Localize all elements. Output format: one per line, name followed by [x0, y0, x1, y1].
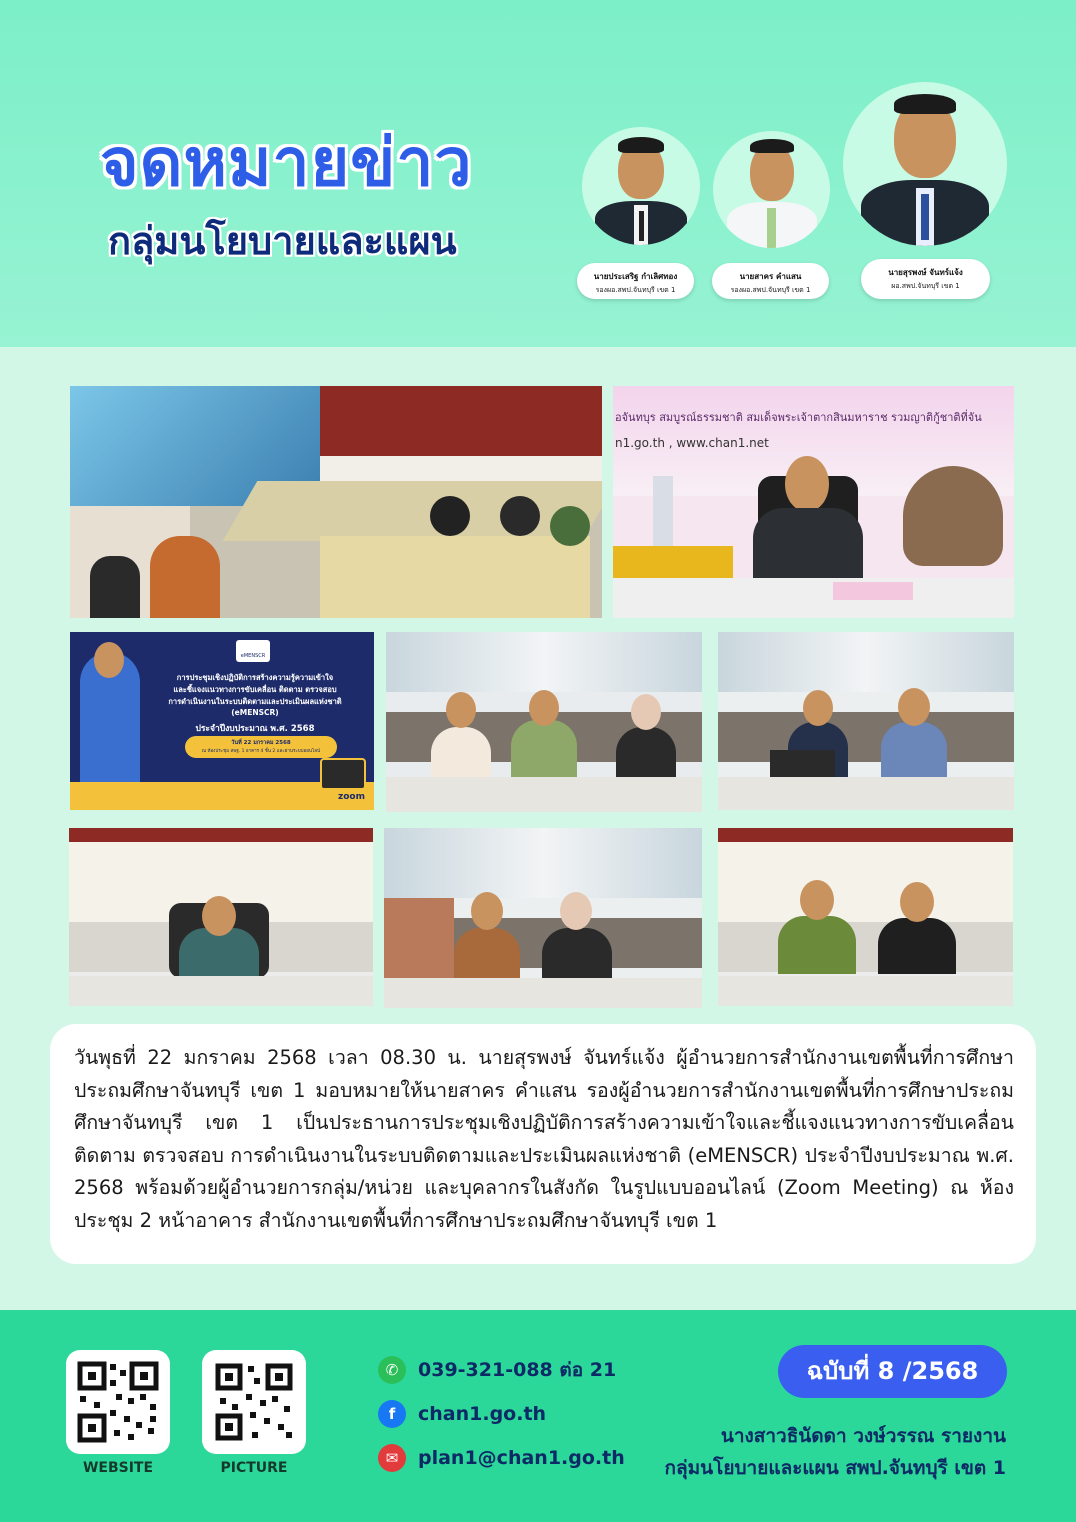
contact-email[interactable] — [378, 1443, 625, 1473]
email-address: plan1@chan1.go.th — [418, 1447, 625, 1469]
poster-line: (eMENSCR) — [231, 708, 279, 717]
issue-badge: ฉบับที่ 8 /2568 — [778, 1345, 1007, 1398]
photo-staff-group-3 — [384, 828, 702, 1008]
poster-place: ณ ห้องประชุม สพฐ. 1 อาคาร 4 ชั้น 2 และผ่านระบบออนไลน์ — [201, 749, 321, 754]
executive-portrait — [713, 131, 830, 248]
newsletter-title: จดหมายข่าว — [100, 124, 473, 201]
banner-url: n1.go.th , www.chan1.net — [615, 436, 769, 450]
photo-chairman — [613, 386, 1014, 618]
photo-staff-group-1 — [386, 632, 702, 812]
qr-code-picture[interactable] — [202, 1350, 306, 1454]
executive-position: รองผอ.สพป.จันทบุรี เขต 1 — [730, 286, 811, 294]
mail-icon: ✉ — [378, 1444, 406, 1472]
executive-name-card — [712, 263, 829, 299]
contact-facebook[interactable] — [378, 1399, 546, 1429]
executive-name: นายสุรพงษ์ จันทร์แจ้ง — [888, 268, 963, 277]
executive-position: รองผอ.สพป.จันทบุรี เขต 1 — [595, 286, 676, 294]
qr-icon — [66, 1350, 170, 1454]
zoom-laptop-icon — [320, 758, 366, 790]
photo-meeting-room — [70, 386, 602, 618]
emenscr-logo: eMENSCR — [236, 640, 270, 662]
qr-code-website[interactable] — [66, 1350, 170, 1454]
reporter-group: กลุ่มนโยบายและแผน สพป.จันทบุรี เขต 1 — [664, 1457, 1006, 1479]
poster-emenscr — [70, 632, 374, 810]
executive-position: ผอ.สพป.จันทบุรี เขต 1 — [891, 282, 960, 290]
poster-line: และชี้แจงแนวทางการขับเคลื่อน ติดตาม ตรวจสอบ — [173, 685, 337, 694]
phone-icon: ✆ — [378, 1356, 406, 1384]
executive-name-card — [861, 259, 990, 299]
poster-date-pill — [185, 736, 337, 758]
poster-line: ประจำปีงบประมาณ พ.ศ. 2568 — [195, 724, 315, 734]
poster-line: การดำเนินงานในระบบติดตามและประเมินผลแห่งชาติ — [168, 697, 342, 706]
executive-portrait — [582, 127, 700, 245]
reporter-name: นางสาวธินัดดา วงษ์วรรณ รายงาน — [720, 1425, 1006, 1447]
executive-name: นายสาคร คำแสน — [739, 272, 802, 281]
facebook-page: chan1.go.th — [418, 1403, 547, 1425]
qr-icon — [202, 1350, 306, 1454]
executive-portrait — [843, 82, 1007, 246]
banner-text: อจันทบุร สมบูรณ์ธรรมชาติ สมเด็จพระเจ้าตากสินมหาราช รวมญาติกู้ชาติที่จัน — [615, 411, 982, 424]
facebook-icon: f — [378, 1400, 406, 1428]
qr-website-label: WEBSITE — [82, 1460, 154, 1476]
poster-line: การประชุมเชิงปฏิบัติการสร้างความรู้ความเข้าใจ — [176, 673, 334, 682]
contact-phone[interactable] — [378, 1355, 616, 1385]
poster-date: วันที่ 22 มกราคม 2568 — [231, 740, 291, 746]
qr-picture-label: PICTURE — [220, 1460, 288, 1476]
photo-staff-group-2 — [718, 632, 1014, 810]
phone-number: 039-321-088 ต่อ 21 — [418, 1359, 617, 1381]
executive-name-card — [577, 263, 694, 299]
photo-staff-group-4 — [718, 828, 1013, 1006]
description-card — [50, 1024, 1036, 1264]
description-text: วันพุธที่ 22 มกราคม 2568 เวลา 08.30 น. นายสุรพงษ์ จันทร์แจ้ง ผู้อำนวยการสำนักงานเขตพื้นที่การศึกษาประถมศึกษาจันทบุรี เขต 1 มอบหมายให้นายสาคร คำแสน รองผู้อำนวยการสำนักงานเขตพื้นที่การศึกษาประถมศึกษาจันทบุรี เขต 1 เป็นประธานการประชุมเชิงปฏิบัติการสร้างความเข้าใจและชี้แจงแนวทางการขับเคลื่อน ติดตาม ตรวจสอบ การดำเนินงานในระบบติดตามและประเมินผลแห่งชาติ (eMENSCR) ประจำปีงบประมาณ พ.ศ. 2568 พร้อมด้วยผู้อำนวยการกลุ่ม/หน่วย และบุคลากรในสังกัด ในรูปแบบออนไลน์ (Zoom Meeting) ณ ห้องประชุม 2 หน้าอาคาร สำนักงานเขตพื้นที่การศึกษาประถมศึกษาจันทบุรี เขต 1 — [74, 1046, 1014, 1232]
executive-3 — [843, 82, 1007, 262]
newsletter-subtitle: กลุ่มนโยบายและแผน — [108, 219, 457, 263]
photo-staff-single — [69, 828, 373, 1006]
executive-name: นายประเสริฐ กำเลิศทอง — [593, 272, 678, 281]
zoom-label: zoom — [338, 792, 365, 802]
